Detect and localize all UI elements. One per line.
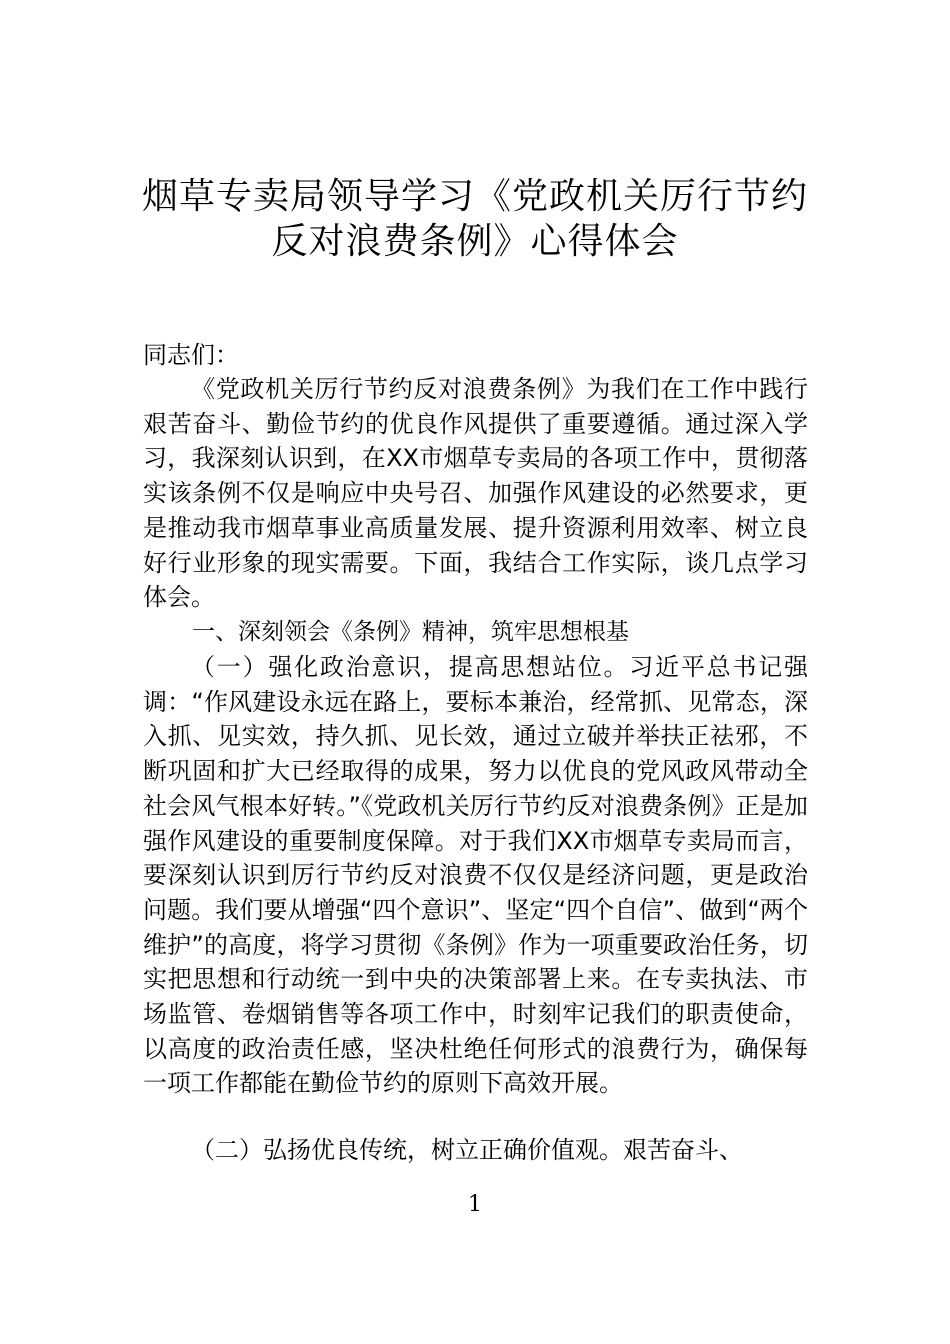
paragraph-section-1-2-text: （二）弘扬优良传统，树立正确价值观。艰苦奋斗、 [191, 1136, 743, 1164]
paragraph-intro: 《党政机关厉行节约反对浪费条例》为我们在工作中践行艰苦奋斗、勤俭节约的优良作风提供了重要遵循。通过深入学习，我深刻认识到，在XX市烟草专卖局的各项工作中，贯彻落实该条例不仅是响应中央号召、加强作风建设的必然要求，更是推动我市烟草事业高质量发展、提升资源利用效率、树立良好行业形象的现实需要。下面，我结合工作实际，谈几点学习体会。 [143, 375, 808, 612]
page-number: 1 [468, 1192, 482, 1217]
document-title-line-2: 反对浪费条例》心得体会 [271, 221, 679, 262]
salutation: 同志们： [143, 341, 239, 369]
document-title-line-1: 烟草专卖局领导学习《党政机关厉行节约 [141, 176, 808, 217]
paragraph-section-1-2 [143, 1133, 808, 1168]
section-heading-1: 一、深刻领会《条例》精神，筑牢思想根基 [192, 619, 629, 645]
paragraph-section-1-1: （一）强化政治意识，提高思想站位。习近平总书记强调：“作风建设永远在路上，要标本兼治，经常抓、见常态，深入抓、见实效，持久抓、见长效，通过立破并举扶正祛邪，不断巩固和扩大已经取得的成果，努力以优良的党风政风带动全社会风气根本好转。”《党政机关厉行节约反对浪费条例》正是加强作风建设的重要制度保障。对于我们XX市烟草专卖局而言，要深刻认识到厉行节约反对浪费不仅仅是经济问题，更是政治问题。我们要从增强“四个意识”、坚定“四个自信”、做到“两个维护”的高度，将学习贯彻《条例》作为一项重要政治任务，切实把思想和行动统一到中央的决策部署上来。在专卖执法、市场监管、卷烟销售等各项工作中，时刻牢记我们的职责使命，以高度的政治责任感，坚决杜绝任何形式的浪费行为，确保每一项工作都能在勤俭节约的原则下高效开展。 [143, 653, 808, 1098]
